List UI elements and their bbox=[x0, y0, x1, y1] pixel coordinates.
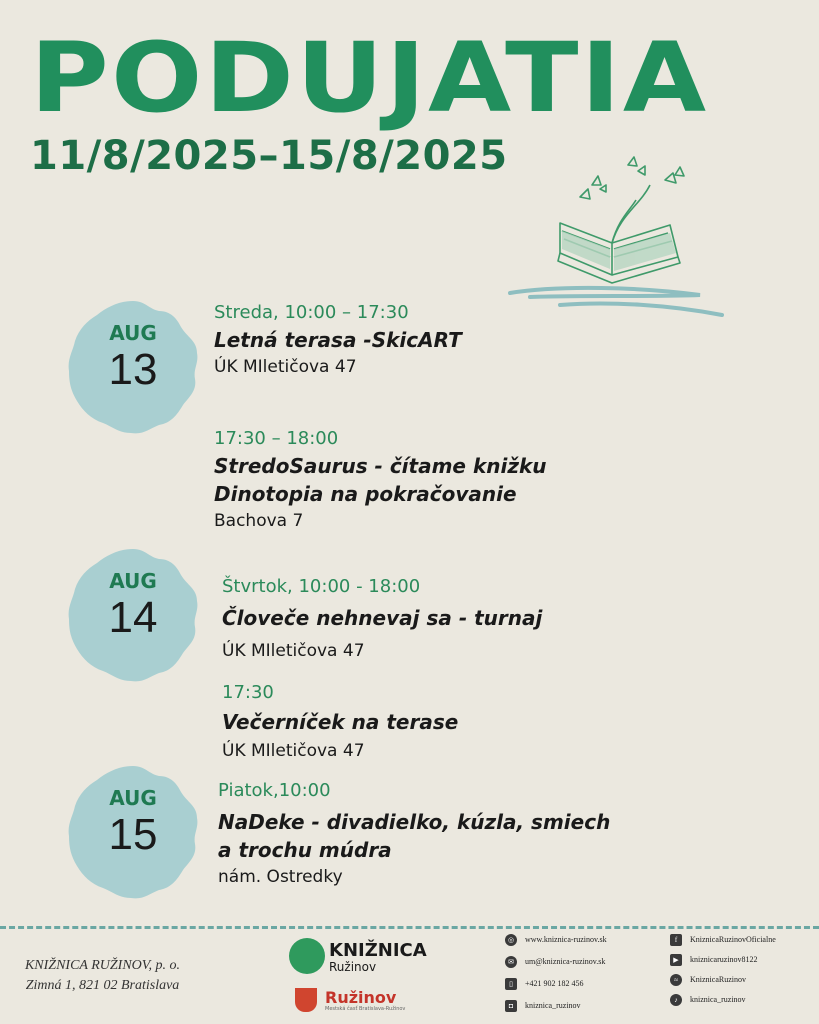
kniznica-logo bbox=[289, 936, 427, 976]
open-book-with-butterflies-icon bbox=[500, 145, 730, 325]
contact-facebook[interactable]: f KniznicaRuzinovOficialne bbox=[670, 933, 776, 953]
event-location: Bachova 7 bbox=[214, 511, 304, 531]
ruzinov-logo bbox=[295, 986, 415, 1016]
event-name-line1: StredoSaurus - čítame knižku bbox=[214, 454, 547, 478]
org-address: Zimná 1, 821 02 Bratislava bbox=[25, 978, 180, 993]
event-clovece bbox=[222, 574, 542, 664]
phone-icon: ▯ bbox=[505, 978, 517, 990]
book-icon bbox=[289, 938, 325, 974]
org-name: KNIŽNICA RUŽINOV, p. o. bbox=[24, 958, 181, 973]
badge-day: 15 bbox=[108, 810, 158, 859]
badge-day: 14 bbox=[108, 593, 158, 642]
coat-of-arms-icon bbox=[295, 988, 317, 1012]
page-title: PODUJATIA bbox=[30, 22, 709, 134]
contact-web[interactable]: ◎ www.kniznica-ruzinov.sk bbox=[505, 933, 607, 955]
event-name: Človeče nehnevaj sa - turnaj bbox=[222, 606, 543, 630]
logo-title: Ružinov bbox=[325, 988, 397, 1007]
contact-phone[interactable]: ▯ +421 902 182 456 bbox=[505, 977, 607, 999]
contact-instagram[interactable]: ◘ kniznica_ruzinov bbox=[505, 999, 607, 1021]
event-time: Piatok,10:00 bbox=[218, 780, 331, 801]
event-location: nám. Ostredky bbox=[218, 867, 343, 887]
event-stredosaurus bbox=[214, 426, 547, 534]
event-nadeke bbox=[218, 778, 610, 890]
globe-icon: ◎ bbox=[505, 934, 517, 946]
badge-month: AUG bbox=[109, 786, 157, 810]
logo-subtitle: Ružinov bbox=[329, 960, 377, 974]
logo-subtitle: Mestská časť Bratislava-Ružinov bbox=[325, 1006, 406, 1012]
badge-month: AUG bbox=[109, 321, 157, 345]
event-name-line2: a trochu múdra bbox=[218, 838, 392, 862]
contact-email[interactable]: ✉ um@kniznica-ruzinov.sk bbox=[505, 955, 607, 977]
facebook-icon: f bbox=[670, 934, 682, 946]
contact-tiktok[interactable]: ♪ kniznica_ruzinov bbox=[670, 993, 776, 1013]
contacts-left bbox=[505, 933, 607, 1021]
event-skicart bbox=[214, 300, 462, 380]
event-time: Štvrtok, 10:00 - 18:00 bbox=[222, 576, 421, 597]
youtube-icon: ▶ bbox=[670, 954, 682, 966]
badge-month: AUG bbox=[109, 569, 157, 593]
event-time: Streda, 10:00 – 17:30 bbox=[214, 302, 409, 323]
event-time: 17:30 bbox=[222, 682, 274, 703]
organization-address bbox=[0, 956, 205, 996]
tiktok-icon: ♪ bbox=[670, 994, 682, 1006]
event-name-line1: NaDeke - divadielko, kúzla, smiech bbox=[218, 810, 611, 834]
instagram-icon: ◘ bbox=[505, 1000, 517, 1012]
event-location: ÚK MIletičova 47 bbox=[214, 357, 357, 377]
spotify-icon: ≈ bbox=[670, 974, 682, 986]
event-location: ÚK MIletičova 47 bbox=[222, 641, 365, 661]
footer-divider bbox=[0, 926, 819, 929]
contact-youtube[interactable]: ▶ kniznicaruzinov8122 bbox=[670, 953, 776, 973]
event-name: Letná terasa -SkicART bbox=[214, 328, 462, 352]
event-vecernicek bbox=[222, 680, 458, 764]
mail-icon: ✉ bbox=[505, 956, 517, 968]
event-name: Večerníček na terase bbox=[222, 710, 459, 734]
contacts-right bbox=[670, 933, 776, 1013]
logo-title: KNIŽNICA bbox=[329, 940, 427, 961]
date-badge-14 bbox=[63, 545, 203, 685]
badge-day: 13 bbox=[108, 345, 158, 394]
date-badge-13 bbox=[63, 297, 203, 437]
event-location: ÚK MIletičova 47 bbox=[222, 741, 365, 761]
event-name-line2: Dinotopia na pokračovanie bbox=[214, 482, 517, 506]
event-time: 17:30 – 18:00 bbox=[214, 428, 339, 449]
date-range: 11/8/2025–15/8/2025 bbox=[30, 133, 508, 179]
date-badge-15 bbox=[63, 762, 203, 902]
contact-spotify[interactable]: ≈ KniznicaRuzinov bbox=[670, 973, 776, 993]
